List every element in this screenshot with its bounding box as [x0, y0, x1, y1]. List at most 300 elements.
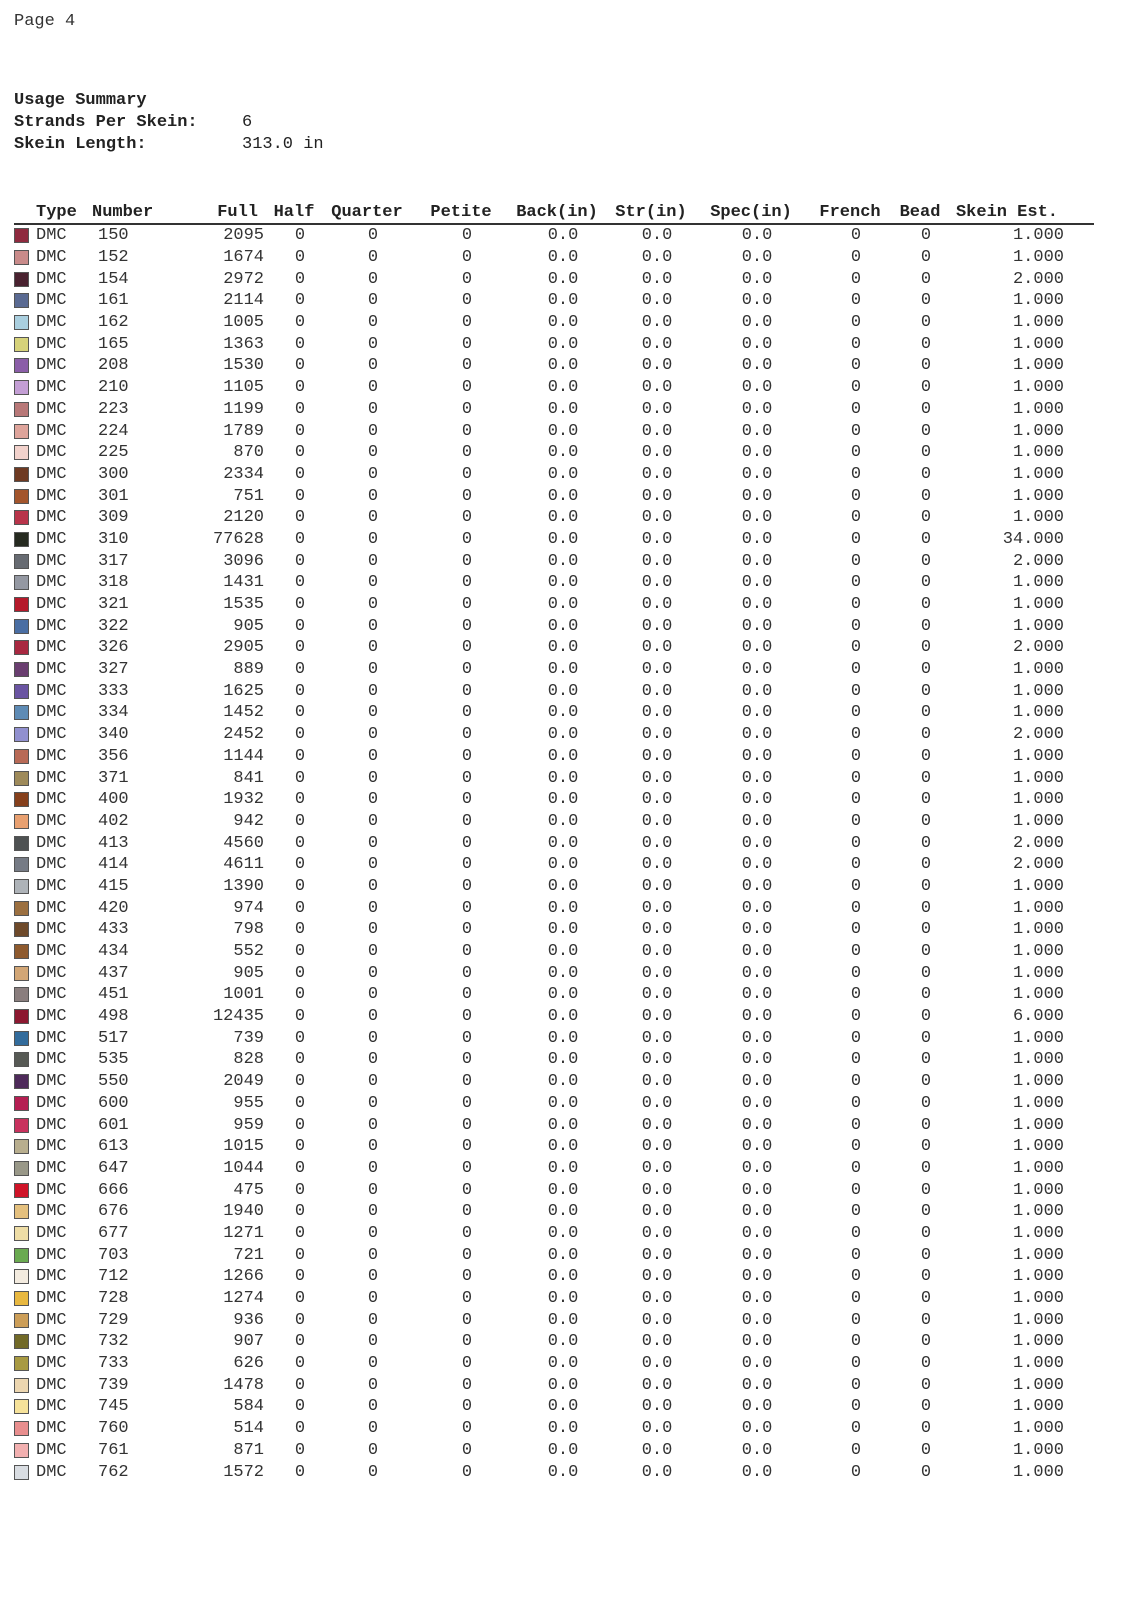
cell-skein-est: 2.000 [1012, 855, 1064, 875]
cell-half: 0 [294, 529, 306, 549]
swatch-cell [14, 315, 36, 330]
cell-skein-est: 1.000 [1012, 1332, 1064, 1352]
cell-quarter: 0 [367, 876, 379, 896]
cell-quarter: 0 [367, 985, 379, 1005]
swatch-cell [14, 814, 36, 829]
table-row [14, 1223, 1094, 1245]
cell-half: 0 [294, 291, 306, 311]
cell-french: 0 [850, 833, 862, 853]
color-swatch [14, 749, 29, 764]
cell-back: 0.0 [547, 638, 579, 658]
cell-number: 150 [98, 226, 129, 246]
swatch-cell [14, 1269, 36, 1284]
cell-back: 0.0 [547, 1137, 579, 1157]
swatch-cell [14, 1465, 36, 1480]
cell-petite: 0 [461, 1354, 473, 1374]
cell-petite: 0 [461, 876, 473, 896]
cell-spec: 0.0 [741, 1137, 773, 1157]
cell-number: 600 [98, 1093, 129, 1113]
color-swatch [14, 944, 29, 959]
cell-skein-est: 1.000 [1012, 790, 1064, 810]
summary-title: Usage Summary [14, 91, 147, 110]
cell-type: DMC [36, 811, 67, 831]
summary-title-row [14, 90, 324, 112]
cell-type: DMC [36, 269, 67, 289]
cell-str: 0.0 [641, 855, 673, 875]
cell-half: 0 [294, 681, 306, 701]
cell-full: 1940 [223, 1202, 264, 1222]
cell-skein-est: 1.000 [1012, 1354, 1064, 1374]
cell-half: 0 [294, 1093, 306, 1113]
cell-petite: 0 [461, 529, 473, 549]
cell-half: 0 [294, 313, 306, 333]
cell-bead: 0 [920, 1137, 932, 1157]
cell-back: 0.0 [547, 551, 579, 571]
cell-type: DMC [36, 1072, 67, 1092]
cell-full: 2095 [223, 226, 264, 246]
cell-french: 0 [850, 920, 862, 940]
color-swatch [14, 1313, 29, 1328]
cell-back: 0.0 [547, 1202, 579, 1222]
cell-type: DMC [36, 443, 67, 463]
cell-quarter: 0 [367, 1267, 379, 1287]
table-row [14, 984, 1094, 1006]
cell-str: 0.0 [641, 833, 673, 853]
cell-back: 0.0 [547, 508, 579, 528]
cell-type: DMC [36, 1267, 67, 1287]
cell-quarter: 0 [367, 334, 379, 354]
header-french: French [819, 203, 881, 222]
color-swatch [14, 1399, 29, 1414]
cell-petite: 0 [461, 334, 473, 354]
cell-full: 889 [233, 660, 264, 680]
cell-petite: 0 [461, 1267, 473, 1287]
cell-skein-est: 1.000 [1012, 573, 1064, 593]
cell-bead: 0 [920, 313, 932, 333]
table-row [14, 268, 1094, 290]
swatch-cell [14, 597, 36, 612]
swatch-cell [14, 554, 36, 569]
cell-french: 0 [850, 1028, 862, 1048]
cell-petite: 0 [461, 1223, 473, 1243]
cell-str: 0.0 [641, 1267, 673, 1287]
cell-back: 0.0 [547, 1440, 579, 1460]
cell-back: 0.0 [547, 1354, 579, 1374]
cell-quarter: 0 [367, 508, 379, 528]
cell-number: 327 [98, 660, 129, 680]
swatch-cell [14, 619, 36, 634]
cell-type: DMC [36, 1180, 67, 1200]
cell-number: 613 [98, 1137, 129, 1157]
cell-quarter: 0 [367, 681, 379, 701]
cell-skein-est: 1.000 [1012, 703, 1064, 723]
cell-back: 0.0 [547, 616, 579, 636]
cell-skein-est: 1.000 [1012, 1245, 1064, 1265]
cell-spec: 0.0 [741, 725, 773, 745]
cell-half: 0 [294, 725, 306, 745]
cell-type: DMC [36, 508, 67, 528]
cell-back: 0.0 [547, 226, 579, 246]
cell-number: 318 [98, 573, 129, 593]
cell-skein-est: 2.000 [1012, 833, 1064, 853]
cell-number: 334 [98, 703, 129, 723]
cell-half: 0 [294, 356, 306, 376]
swatch-cell [14, 1356, 36, 1371]
color-swatch [14, 510, 29, 525]
swatch-cell [14, 532, 36, 547]
cell-half: 0 [294, 833, 306, 853]
cell-french: 0 [850, 768, 862, 788]
cell-bead: 0 [920, 768, 932, 788]
header-str: Str(in) [615, 203, 687, 222]
cell-full: 2114 [223, 291, 264, 311]
cell-french: 0 [850, 1354, 862, 1374]
swatch-cell [14, 966, 36, 981]
cell-type: DMC [36, 833, 67, 853]
cell-number: 356 [98, 746, 129, 766]
cell-full: 77628 [212, 529, 264, 549]
color-swatch [14, 684, 29, 699]
table-row [14, 941, 1094, 963]
cell-petite: 0 [461, 790, 473, 810]
swatch-cell [14, 272, 36, 287]
cell-str: 0.0 [641, 1354, 673, 1374]
cell-full: 1105 [223, 378, 264, 398]
cell-bead: 0 [920, 508, 932, 528]
cell-number: 165 [98, 334, 129, 354]
table-row [14, 1374, 1094, 1396]
cell-french: 0 [850, 1093, 862, 1113]
cell-full: 2905 [223, 638, 264, 658]
cell-half: 0 [294, 790, 306, 810]
cell-quarter: 0 [367, 464, 379, 484]
swatch-cell [14, 510, 36, 525]
cell-spec: 0.0 [741, 1310, 773, 1330]
cell-french: 0 [850, 399, 862, 419]
cell-half: 0 [294, 1375, 306, 1395]
cell-quarter: 0 [367, 1115, 379, 1135]
table-row [14, 746, 1094, 768]
cell-half: 0 [294, 1354, 306, 1374]
swatch-cell [14, 749, 36, 764]
cell-quarter: 0 [367, 855, 379, 875]
cell-back: 0.0 [547, 1072, 579, 1092]
color-swatch [14, 1118, 29, 1133]
cell-str: 0.0 [641, 421, 673, 441]
header-full: Full [217, 203, 258, 222]
cell-str: 0.0 [641, 963, 673, 983]
cell-french: 0 [850, 1050, 862, 1070]
cell-spec: 0.0 [741, 508, 773, 528]
cell-bead: 0 [920, 725, 932, 745]
color-swatch [14, 1161, 29, 1176]
cell-spec: 0.0 [741, 464, 773, 484]
cell-str: 0.0 [641, 1332, 673, 1352]
cell-type: DMC [36, 920, 67, 940]
color-swatch [14, 662, 29, 677]
color-swatch [14, 467, 29, 482]
cell-bead: 0 [920, 1223, 932, 1243]
cell-full: 721 [233, 1245, 264, 1265]
cell-number: 371 [98, 768, 129, 788]
cell-skein-est: 1.000 [1012, 985, 1064, 1005]
cell-full: 1932 [223, 790, 264, 810]
cell-number: 208 [98, 356, 129, 376]
cell-number: 703 [98, 1245, 129, 1265]
cell-number: 733 [98, 1354, 129, 1374]
table-row [14, 1244, 1094, 1266]
cell-skein-est: 1.000 [1012, 334, 1064, 354]
swatch-cell [14, 380, 36, 395]
cell-half: 0 [294, 269, 306, 289]
cell-petite: 0 [461, 855, 473, 875]
cell-full: 1431 [223, 573, 264, 593]
cell-skein-est: 1.000 [1012, 486, 1064, 506]
cell-spec: 0.0 [741, 226, 773, 246]
cell-petite: 0 [461, 378, 473, 398]
cell-petite: 0 [461, 269, 473, 289]
cell-type: DMC [36, 985, 67, 1005]
table-row [14, 680, 1094, 702]
cell-skein-est: 1.000 [1012, 1137, 1064, 1157]
header-quarter: Quarter [331, 203, 403, 222]
cell-bead: 0 [920, 1158, 932, 1178]
cell-french: 0 [850, 464, 862, 484]
swatch-cell [14, 1139, 36, 1154]
cell-spec: 0.0 [741, 920, 773, 940]
cell-bead: 0 [920, 638, 932, 658]
cell-french: 0 [850, 1332, 862, 1352]
color-swatch [14, 358, 29, 373]
cell-quarter: 0 [367, 811, 379, 831]
cell-full: 1271 [223, 1223, 264, 1243]
cell-half: 0 [294, 1137, 306, 1157]
cell-spec: 0.0 [741, 746, 773, 766]
cell-full: 1005 [223, 313, 264, 333]
table-row [14, 1353, 1094, 1375]
cell-spec: 0.0 [741, 1354, 773, 1374]
cell-bead: 0 [920, 1072, 932, 1092]
cell-type: DMC [36, 963, 67, 983]
cell-bead: 0 [920, 421, 932, 441]
cell-half: 0 [294, 486, 306, 506]
cell-spec: 0.0 [741, 443, 773, 463]
cell-petite: 0 [461, 1050, 473, 1070]
cell-half: 0 [294, 595, 306, 615]
cell-number: 326 [98, 638, 129, 658]
cell-french: 0 [850, 855, 862, 875]
cell-bead: 0 [920, 1289, 932, 1309]
cell-petite: 0 [461, 399, 473, 419]
cell-number: 210 [98, 378, 129, 398]
cell-number: 152 [98, 248, 129, 268]
cell-full: 1266 [223, 1267, 264, 1287]
swatch-cell [14, 1118, 36, 1133]
cell-bead: 0 [920, 920, 932, 940]
color-swatch [14, 1334, 29, 1349]
cell-quarter: 0 [367, 443, 379, 463]
cell-skein-est: 1.000 [1012, 876, 1064, 896]
cell-petite: 0 [461, 898, 473, 918]
swatch-cell [14, 1226, 36, 1241]
cell-str: 0.0 [641, 529, 673, 549]
color-swatch [14, 293, 29, 308]
cell-type: DMC [36, 313, 67, 333]
cell-number: 601 [98, 1115, 129, 1135]
cell-number: 666 [98, 1180, 129, 1200]
cell-back: 0.0 [547, 269, 579, 289]
cell-back: 0.0 [547, 898, 579, 918]
cell-back: 0.0 [547, 1115, 579, 1135]
cell-petite: 0 [461, 681, 473, 701]
cell-half: 0 [294, 1158, 306, 1178]
cell-type: DMC [36, 1397, 67, 1417]
cell-half: 0 [294, 1397, 306, 1417]
cell-quarter: 0 [367, 660, 379, 680]
cell-petite: 0 [461, 1397, 473, 1417]
cell-number: 413 [98, 833, 129, 853]
swatch-cell [14, 1313, 36, 1328]
cell-skein-est: 6.000 [1012, 1007, 1064, 1027]
color-swatch [14, 597, 29, 612]
cell-str: 0.0 [641, 1137, 673, 1157]
cell-french: 0 [850, 1223, 862, 1243]
cell-quarter: 0 [367, 573, 379, 593]
swatch-cell [14, 1399, 36, 1414]
cell-skein-est: 1.000 [1012, 660, 1064, 680]
cell-half: 0 [294, 443, 306, 463]
swatch-cell [14, 727, 36, 742]
cell-back: 0.0 [547, 356, 579, 376]
cell-number: 739 [98, 1375, 129, 1395]
color-swatch [14, 532, 29, 547]
cell-french: 0 [850, 508, 862, 528]
cell-number: 729 [98, 1310, 129, 1330]
color-swatch [14, 879, 29, 894]
cell-quarter: 0 [367, 313, 379, 333]
cell-str: 0.0 [641, 508, 673, 528]
cell-number: 333 [98, 681, 129, 701]
cell-french: 0 [850, 378, 862, 398]
cell-petite: 0 [461, 811, 473, 831]
cell-type: DMC [36, 356, 67, 376]
table-row [14, 1266, 1094, 1288]
cell-full: 626 [233, 1354, 264, 1374]
swatch-cell [14, 1443, 36, 1458]
strands-label: Strands Per Skein: [14, 113, 198, 132]
cell-skein-est: 1.000 [1012, 508, 1064, 528]
cell-bead: 0 [920, 1115, 932, 1135]
cell-type: DMC [36, 486, 67, 506]
cell-str: 0.0 [641, 291, 673, 311]
cell-french: 0 [850, 248, 862, 268]
cell-back: 0.0 [547, 942, 579, 962]
table-row [14, 789, 1094, 811]
cell-petite: 0 [461, 833, 473, 853]
cell-str: 0.0 [641, 1375, 673, 1395]
swatch-cell [14, 1031, 36, 1046]
cell-french: 0 [850, 790, 862, 810]
cell-french: 0 [850, 1202, 862, 1222]
cell-skein-est: 1.000 [1012, 399, 1064, 419]
cell-half: 0 [294, 638, 306, 658]
table-row [14, 1093, 1094, 1115]
swatch-cell [14, 1421, 36, 1436]
cell-type: DMC [36, 746, 67, 766]
cell-back: 0.0 [547, 334, 579, 354]
cell-petite: 0 [461, 1289, 473, 1309]
cell-skein-est: 1.000 [1012, 746, 1064, 766]
cell-str: 0.0 [641, 985, 673, 1005]
color-swatch [14, 445, 29, 460]
cell-bead: 0 [920, 746, 932, 766]
cell-petite: 0 [461, 443, 473, 463]
cell-str: 0.0 [641, 703, 673, 723]
cell-type: DMC [36, 638, 67, 658]
color-swatch [14, 1421, 29, 1436]
cell-number: 712 [98, 1267, 129, 1287]
cell-full: 3096 [223, 551, 264, 571]
cell-spec: 0.0 [741, 399, 773, 419]
cell-type: DMC [36, 1245, 67, 1265]
cell-back: 0.0 [547, 1180, 579, 1200]
cell-skein-est: 1.000 [1012, 1115, 1064, 1135]
cell-full: 4560 [223, 833, 264, 853]
cell-skein-est: 1.000 [1012, 378, 1064, 398]
cell-french: 0 [850, 595, 862, 615]
cell-type: DMC [36, 1007, 67, 1027]
cell-str: 0.0 [641, 920, 673, 940]
cell-quarter: 0 [367, 746, 379, 766]
cell-type: DMC [36, 378, 67, 398]
color-swatch [14, 836, 29, 851]
cell-petite: 0 [461, 1310, 473, 1330]
cell-skein-est: 1.000 [1012, 1310, 1064, 1330]
cell-skein-est: 1.000 [1012, 898, 1064, 918]
cell-number: 760 [98, 1419, 129, 1439]
cell-half: 0 [294, 616, 306, 636]
cell-str: 0.0 [641, 1289, 673, 1309]
cell-number: 415 [98, 876, 129, 896]
color-swatch [14, 575, 29, 590]
table-row [14, 811, 1094, 833]
cell-spec: 0.0 [741, 378, 773, 398]
color-swatch [14, 1204, 29, 1219]
cell-str: 0.0 [641, 226, 673, 246]
cell-spec: 0.0 [741, 855, 773, 875]
cell-type: DMC [36, 1332, 67, 1352]
cell-quarter: 0 [367, 1354, 379, 1374]
cell-back: 0.0 [547, 1050, 579, 1070]
cell-french: 0 [850, 1440, 862, 1460]
cell-spec: 0.0 [741, 616, 773, 636]
table-row [14, 572, 1094, 594]
cell-skein-est: 1.000 [1012, 1289, 1064, 1309]
cell-skein-est: 1.000 [1012, 942, 1064, 962]
cell-spec: 0.0 [741, 1093, 773, 1113]
cell-spec: 0.0 [741, 985, 773, 1005]
color-swatch [14, 771, 29, 786]
cell-french: 0 [850, 1158, 862, 1178]
cell-number: 400 [98, 790, 129, 810]
cell-str: 0.0 [641, 399, 673, 419]
cell-number: 728 [98, 1289, 129, 1309]
cell-back: 0.0 [547, 1289, 579, 1309]
table-row [14, 724, 1094, 746]
table-row [14, 312, 1094, 334]
cell-type: DMC [36, 1419, 67, 1439]
table-row [14, 1049, 1094, 1071]
